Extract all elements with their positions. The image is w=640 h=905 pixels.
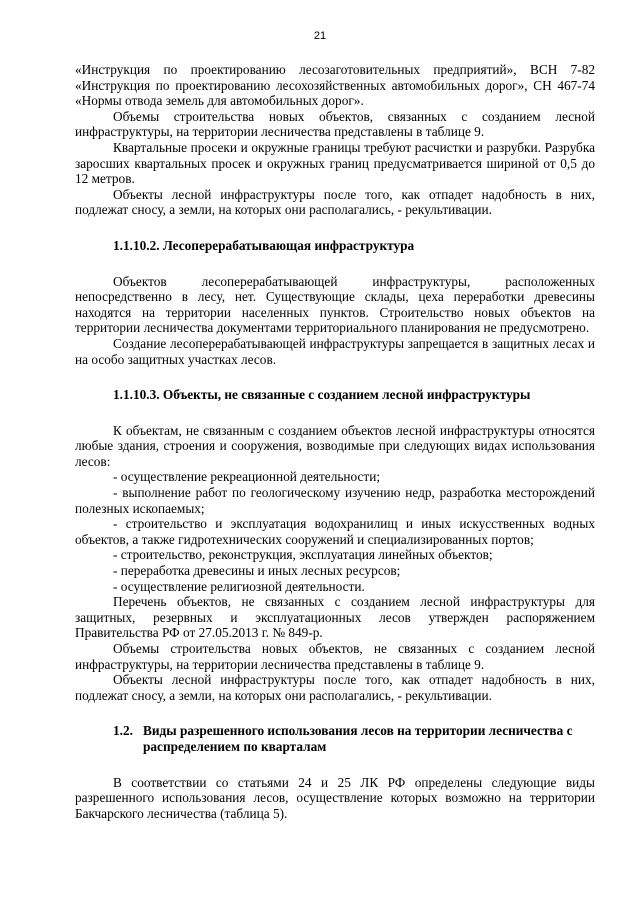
- paragraph-demolition-2: Объекты лесной инфраструктуры после того, как отпадет надобность в них, подлежат сносу, а земли, на которых они располагались, - рекультивации.: [75, 672, 595, 703]
- heading-1-2-number: 1.2.: [113, 723, 133, 739]
- paragraph-other-objects-intro: К объектам, не связанным с созданием объектов лесной инфраструктуры относятся любые здания, строения и сооружения, возводимые при следующих видах использования лесов:: [75, 422, 595, 469]
- paragraph-demolition-1: Объекты лесной инфраструктуры после того, как отпадет надобность в них, подлежат сносу, а земли, на которых они располагались, - рекультивации.: [75, 186, 595, 218]
- page-content: [75, 62, 595, 821]
- paragraph-volumes-other: Объемы строительства новых объектов, не связанных с созданием лесной инфраструктуры, на территории лесничества представлены в таблице 9.: [75, 641, 595, 672]
- list-item: - строительство, реконструкция, эксплуатация линейных объектов;: [113, 547, 493, 563]
- heading-1-2: [75, 723, 595, 754]
- list-item: - переработка древесины и иных лесных ресурсов;: [113, 563, 401, 579]
- usage-list: [75, 469, 595, 594]
- page-number: 21: [313, 30, 327, 42]
- list-item: - выполнение работ по геологическому изучению недр, разработка месторождений полезных ископаемых;: [75, 485, 595, 516]
- heading-1-1-10-2: 1.1.10.2. Лесоперерабатывающая инфраструктура: [113, 237, 415, 253]
- heading-1-2-title: Виды разрешенного использования лесов на территории лесничества с распределением по кварталам: [143, 723, 573, 754]
- intro-continuation: «Инструкция по проектированию лесозаготовительных предприятий», ВСН 7-82 «Инструкция по проектированию лесохозяйственных автомобильных дорог», СН 467-74 «Нормы отвода земель для автомобильных дорог».: [75, 62, 595, 109]
- paragraph-clearings: Квартальные просеки и окружные границы требуют расчистки и разрубки. Разрубка заросших квартальных просек и окружных границ предусматривается шириной от 0,5 до 12 метров.: [75, 139, 595, 187]
- paragraph-processing-ban: Создание лесоперерабатывающей инфраструктуры запрещается в защитных лесах и на особо защитных участках лесов.: [75, 335, 595, 367]
- heading-1-1-10-3: 1.1.10.3. Объекты, не связанные с созданием лесной инфраструктуры: [113, 387, 531, 403]
- list-item: - осуществление религиозной деятельности.: [113, 578, 365, 594]
- list-item: - строительство и эксплуатация водохранилищ и иных искусственных водных объектов, а также гидротехнических сооружений и специализированных портов;: [75, 516, 595, 547]
- paragraph-processing-infra: Объектов лесоперерабатывающей инфраструктуры, расположенных непосредственно в лесу, нет. Существующие склады, цеха переработки древесины находятся на территории населенных пунктов. Строительство новых объектов на территории лесничества документами территориального планирования не предусмотрено.: [75, 273, 595, 336]
- paragraph-allowed-uses: В соответствии со статьями 24 и 25 ЛК РФ определены следующие виды разрешенного использования лесов, осуществление которых возможно на территории Бакчарского лесничества (таблица 5).: [75, 774, 595, 821]
- paragraph-list-approved: Перечень объектов, не связанных с созданием лесной инфраструктуры для защитных, резервных и эксплуатационных лесов утвержден распоряжением Правительства РФ от 27.05.2013 г. № 849-р.: [75, 594, 595, 641]
- list-item: - осуществление рекреационной деятельности;: [113, 469, 381, 485]
- paragraph-volumes-infra: Объемы строительства новых объектов, связанных с созданием лесной инфраструктуры, на территории лесничества представлены в таблице 9.: [75, 108, 595, 140]
